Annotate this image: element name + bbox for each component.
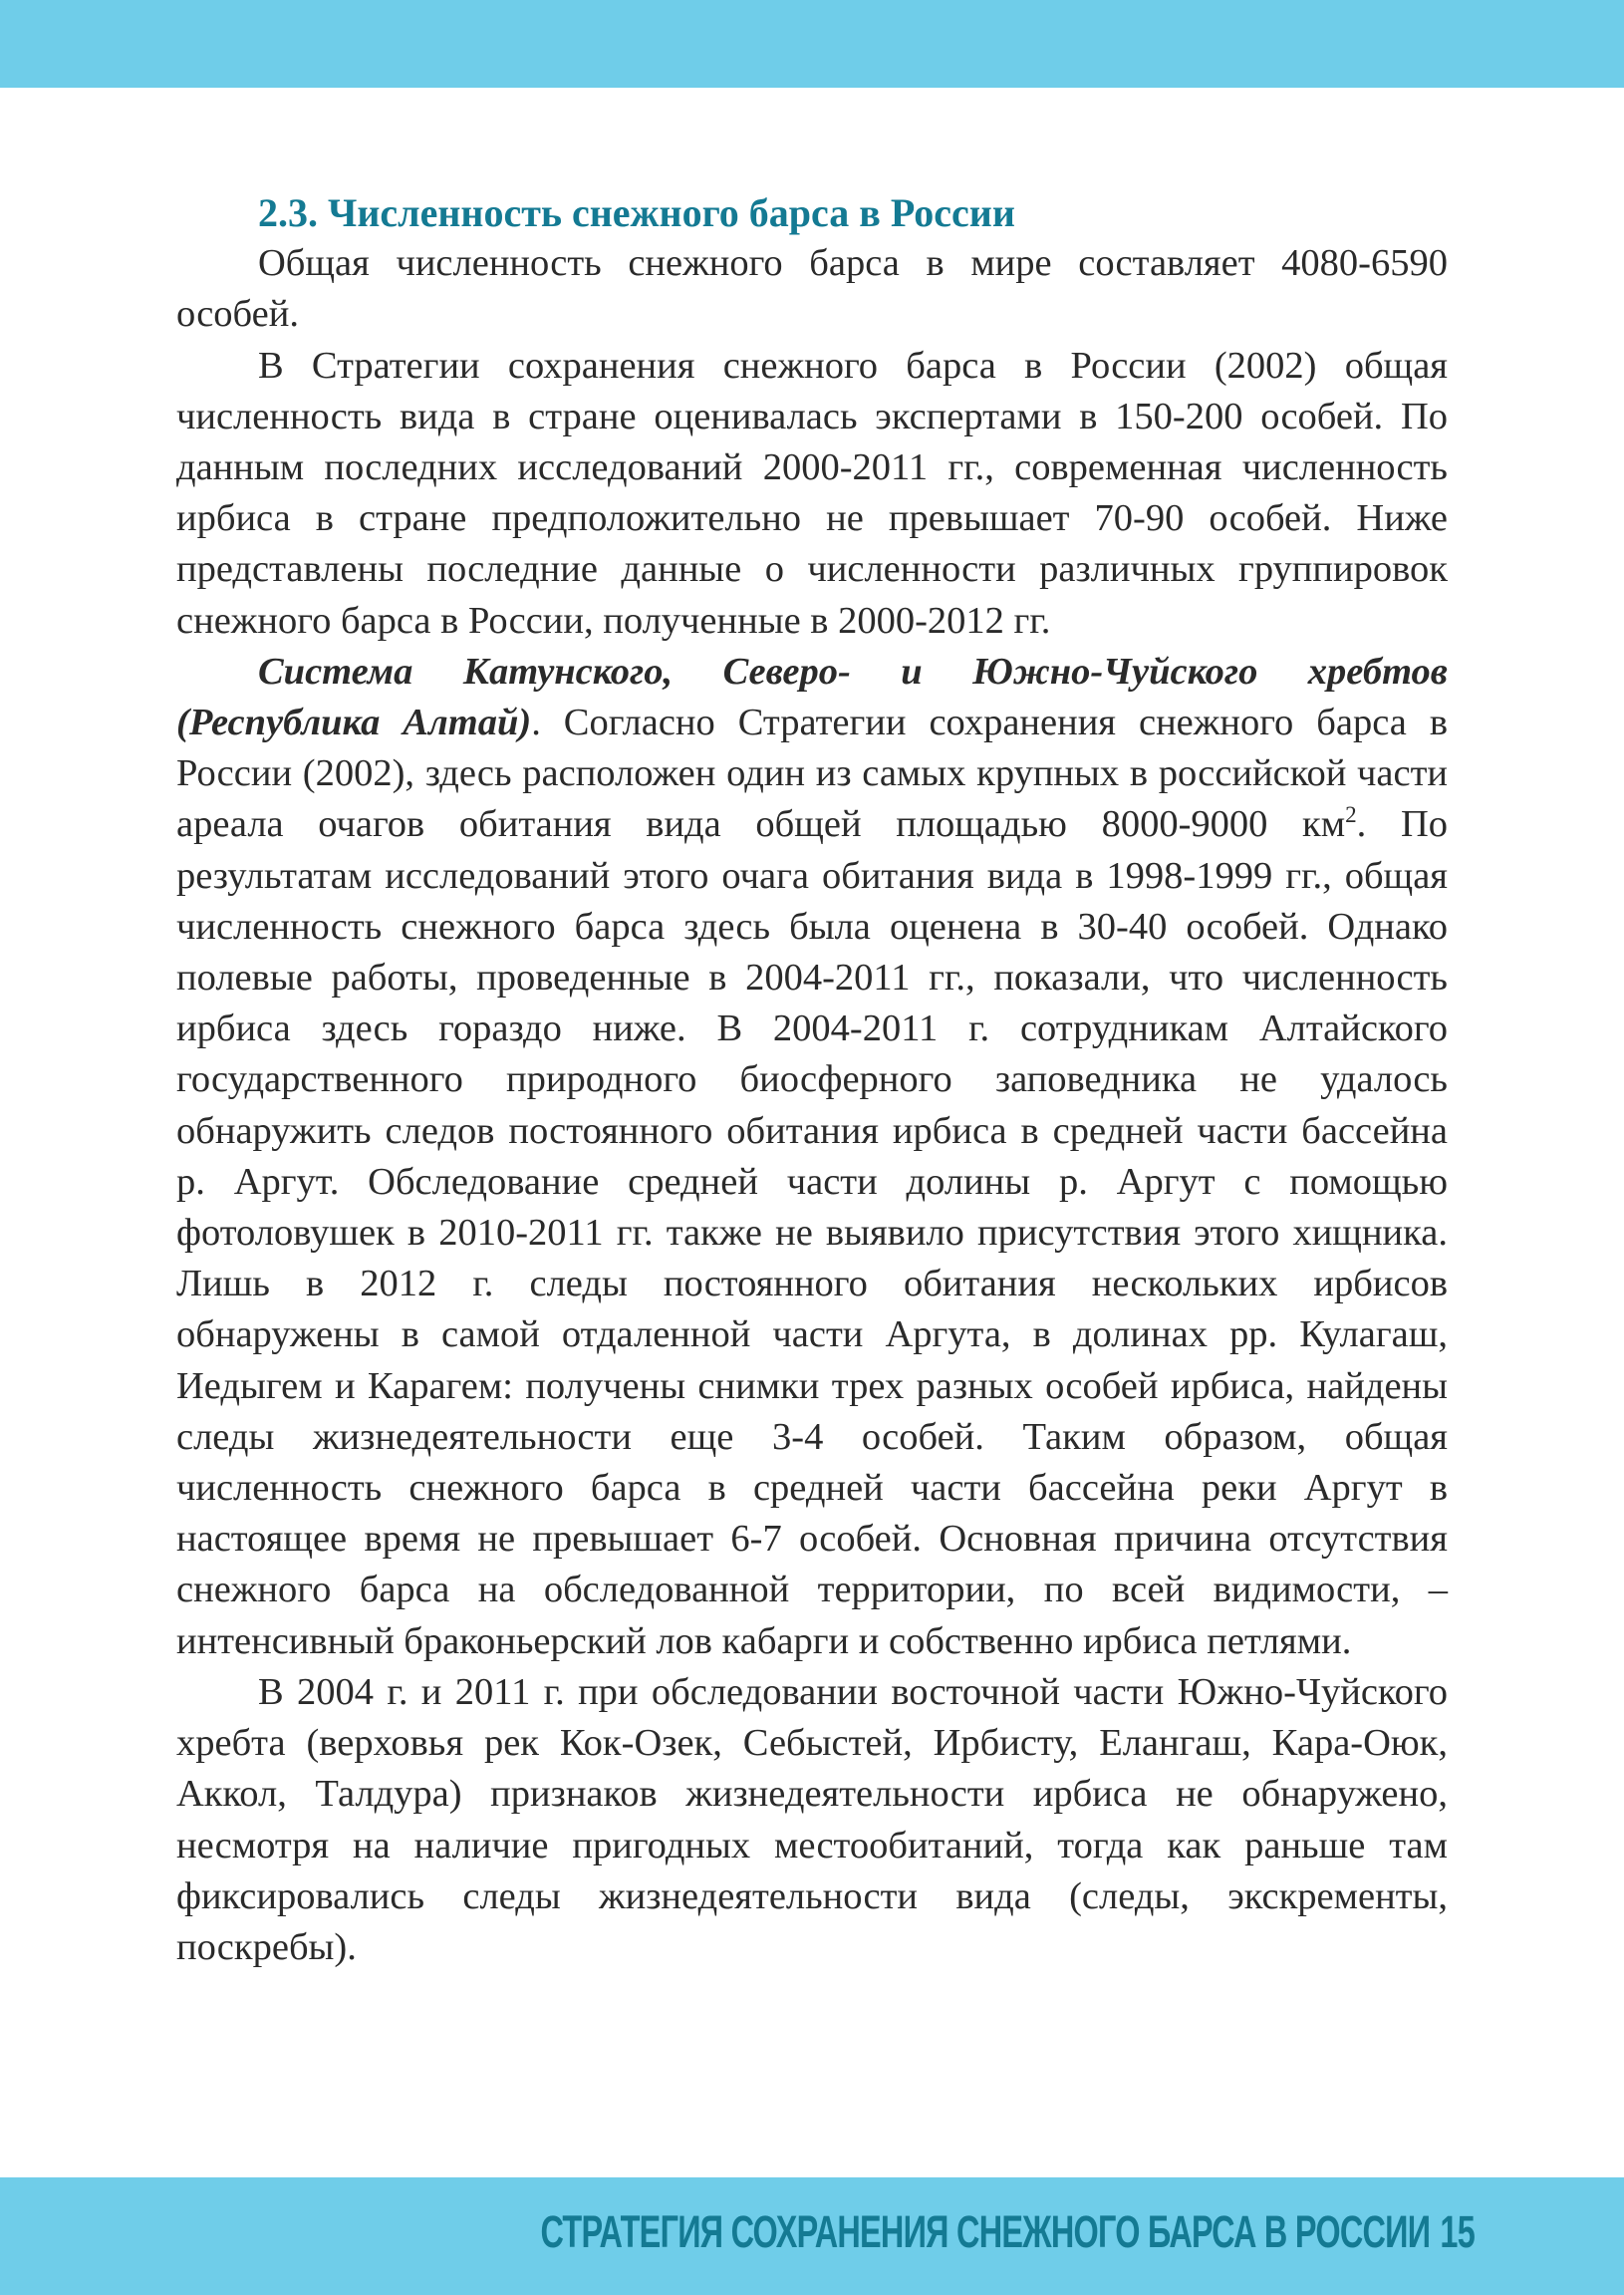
area-superscript: 2 <box>1345 801 1357 828</box>
region-title-period: . <box>531 702 541 744</box>
top-decorative-band <box>0 0 1624 88</box>
running-footer <box>541 2206 1475 2258</box>
paragraph-strategy-estimate: В Стратегии сохранения снежного барса в России (2002) общая численность вида в стране оценивалась экспертами в 150-200 особей. По данным последних исследований 2000-2011 гг., современная численность ирбиса в стране предположительно не превышает 70-90 особей. Ниже представлены последние данные о численности различных группировок снежного барса в России, полученные в 2000-2012 гг. <box>176 344 1448 642</box>
region-title: Система Катунского, Северо- и Южно-Чуйского хребтов (Республика Алтай) <box>176 650 1448 744</box>
footer-title: СТРАТЕГИЯ СОХРАНЕНИЯ СНЕЖНОГО БАРСА В РОССИИ <box>540 2206 1431 2257</box>
section-heading: 2.3. Численность снежного барса в России <box>258 190 1015 235</box>
page-body <box>176 187 1448 1973</box>
paragraph-world-population: Общая численность снежного барса в мире составляет 4080-6590 особей. <box>176 242 1448 336</box>
paragraph-south-chuya: В 2004 г. и 2011 г. при обследовании восточной части Южно-Чуйского хребта (верховья рек Кок-Озек, Себыстей, Ирбисту, Елангаш, Кара-Оюк, Аккол, Талдура) признаков жизнедеятельности ирбиса не обнаружено, несмотря на наличие пригодных местообитаний, тогда как раньше там фиксировались следы жизнедеятельности вида (следы, экскременты, поскребы). <box>176 1670 1448 1968</box>
page-number: 15 <box>1440 2206 1475 2257</box>
paragraph-altai-region <box>176 647 1448 1667</box>
region-text-part-2: . По результатам исследований этого очага обитания вида в 1998-1999 гг., общая численность снежного барса здесь была оценена в 30-40 особей. Однако полевые работы, проведенные в 2004-2011 гг., показали, что численность ирбиса здесь гораздо ниже. В 2004-2011 г. сотрудникам Алтайского государственного природного биосферного заповедника не удалось обнаружить следов постоянного обитания ирбиса в средней части бассейна р. Аргут. Обследование средней части долины р. Аргут с помощью фотоловушек в 2010-2011 гг. также не выявило присутствия этого хищника. Лишь в 2012 г. следы постоянного обитания нескольких ирбисов обнаружены в самой отдаленной части Аргута, в долинах рр. Кулагаш, Иедыгем и Карагем: получены снимки трех разных особей ирбиса, найдены следы жизнедеятельности еще 3-4 особей. Таким образом, общая численность снежного барса в средней части бассейна реки Аргут в настоящее время не превышает 6-7 особей. Основная причина отсутствия снежного барса на обследованной территории, по всей видимости, – интенсивный браконьерский лов кабарги и собственно ирбиса петлями. <box>176 803 1449 1662</box>
region-text-part-1: Согласно Стратегии сохранения снежного барса в России (2002), здесь расположен один из самых крупных в российской части ареала очагов обитания вида общей площадью 8000-9000 км <box>176 702 1448 846</box>
